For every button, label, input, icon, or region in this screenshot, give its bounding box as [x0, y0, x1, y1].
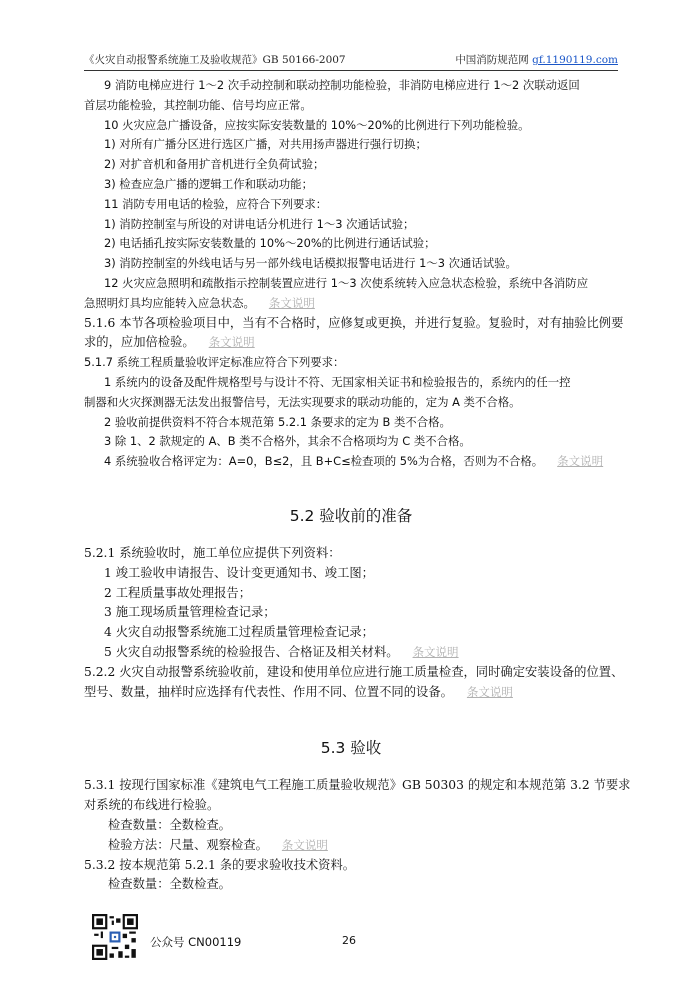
line-text: 2) 电话插孔按实际安装数量的 10%～20%的比例进行通话试验；	[104, 236, 436, 251]
text-line	[84, 333, 618, 353]
line-text: 5.3.2 按本规范第 5.2.1 条的要求验收技术资料。	[84, 857, 356, 872]
line-text: 3 除 1、2 款规定的 A、B 类不合格外，其余不合格项均为 C 类不合格。	[104, 434, 471, 449]
line-text: 求的，应加倍检验。	[84, 335, 195, 350]
text-line	[84, 195, 618, 215]
text-line	[84, 452, 618, 472]
line-text: 制器和火灾探测器无法发出报警信号，无法实现要求的联动功能的，定为 A 类不合格。	[84, 394, 521, 409]
line-text: 型号、数量，抽样时应选择有代表性、作用不同、位置不同的设备。	[84, 684, 453, 699]
document-body	[84, 76, 631, 895]
text-line	[84, 875, 618, 895]
text-line	[84, 623, 618, 643]
header-site	[455, 52, 618, 67]
text-line	[84, 155, 618, 175]
clause-explanation-link[interactable]: 条文说明	[208, 335, 255, 350]
section-5-3-block	[84, 776, 631, 895]
text-line	[84, 564, 618, 584]
text-line	[84, 393, 618, 413]
text-line	[84, 314, 624, 334]
section-title-5-2: 5.2 验收前的准备	[289, 506, 413, 525]
line-text: 5.3.1 按现行国家标准《建筑电气工程施工质量验收规范》GB 50303 的规定和本规范第 3.2 节要求	[84, 778, 631, 793]
text-line	[84, 836, 618, 856]
footer-account: 公众号 CN00119	[150, 935, 242, 949]
line-text: 5 火灾自动报警系统的检验报告、合格证及相关材料。	[104, 644, 399, 659]
text-line	[84, 96, 618, 116]
text-line	[84, 603, 618, 623]
line-text: 5.1.6 本节各项检验项目中，当有不合格时，应修复或更换，并进行复验。复验时，对有抽验比例要	[84, 315, 624, 330]
text-line	[84, 175, 618, 195]
text-line	[84, 294, 618, 314]
line-text: 4 系统验收合格评定为：A=0，B≤2，且 B+C≤检查项的 5%为合格，否则为不合格。	[104, 454, 544, 469]
qr-code-icon	[92, 914, 138, 960]
text-line	[84, 776, 631, 796]
line-text: 3) 消防控制室的外线电话与另一部外线电话模拟报警电话进行 1～3 次通话试验。	[104, 256, 517, 271]
line-text: 2) 对扩音机和备用扩音机进行全负荷试验；	[104, 157, 325, 172]
clause-explanation-link[interactable]: 条文说明	[466, 684, 513, 699]
line-text: 5.1.7 系统工程质量验收评定标准应符合下列要求：	[84, 355, 345, 370]
text-line	[84, 643, 618, 663]
line-text: 5.2.1 系统验收时，施工单位应提供下列资料：	[84, 545, 341, 560]
clause-explanation-link[interactable]: 条文说明	[281, 837, 328, 852]
header-site-name: 中国消防规范网	[455, 54, 529, 66]
line-text: 4 火灾自动报警系统施工过程质量管理检查记录；	[104, 625, 374, 640]
line-text: 首层功能检验，其控制功能、信号均应正常。	[84, 97, 312, 112]
page-number: 26	[342, 934, 356, 947]
text-line	[84, 76, 618, 96]
line-text: 12 火灾应急照明和疏散指示控制装置应进行 1～3 次使系统转入应急状态检验，系统中各消防应	[104, 275, 589, 290]
text-line	[84, 816, 618, 836]
clause-explanation-link[interactable]: 条文说明	[412, 644, 459, 659]
text-line	[84, 413, 618, 433]
line-text: 3 施工现场质量管理检查记录；	[104, 605, 276, 620]
line-text: 检验方法：尺量、观察检查。	[108, 837, 268, 852]
text-line	[84, 584, 618, 604]
text-line	[84, 116, 618, 136]
line-text: 1) 对所有广播分区进行选区广播，对共用扬声器进行强行切换；	[104, 137, 427, 152]
line-text: 2 验收前提供资料不符合本规范第 5.2.1 条要求的定为 B 类不合格。	[104, 414, 451, 429]
line-text: 检查数量：全数检查。	[108, 817, 231, 832]
line-text: 9 消防电梯应进行 1～2 次手动控制和联动控制功能检验，非消防电梯应进行 1～2 次联动返回	[104, 78, 580, 92]
header-title: 《火灾自动报警系统施工及验收规范》GB 50166-2007	[84, 54, 346, 66]
text-line	[84, 683, 618, 703]
line-text: 1 竣工验收申请报告、设计变更通知书、竣工图；	[104, 565, 374, 580]
text-line	[84, 856, 618, 876]
section-title-5-3: 5.3 验收	[320, 739, 382, 758]
text-line	[84, 215, 618, 235]
line-text: 3) 检查应急广播的逻辑工作和联动功能；	[104, 176, 313, 191]
text-line	[84, 663, 624, 683]
clause-explanation-link[interactable]: 条文说明	[268, 295, 315, 310]
line-text: 急照明灯具均应能转入应急状态。	[84, 295, 255, 310]
line-text: 对系统的布线进行检验。	[84, 798, 220, 813]
page-footer	[84, 908, 618, 968]
text-line	[84, 353, 618, 373]
line-text: 2 工程质量事故处理报告；	[104, 585, 251, 600]
text-line	[84, 796, 618, 816]
text-line	[84, 373, 618, 393]
text-line	[84, 234, 618, 254]
line-text: 11 消防专用电话的检验，应符合下列要求：	[104, 196, 328, 211]
section-5-2-block	[84, 544, 624, 702]
line-text: 5.2.2 火灾自动报警系统验收前，建设和使用单位应进行施工质量检查，同时确定安装设备的位置、	[84, 664, 624, 679]
header-url-link[interactable]: gf.1190119.com	[532, 54, 618, 66]
line-text: 检查数量：全数检查。	[108, 877, 231, 892]
page-header	[84, 50, 618, 71]
line-text: 1 系统内的设备及配件规格型号与设计不符、无国家相关证书和检验报告的，系统内的任一控	[104, 374, 571, 389]
text-line	[84, 544, 618, 564]
clause-explanation-link[interactable]: 条文说明	[557, 454, 604, 469]
section-5-1-block	[84, 76, 624, 472]
line-text: 10 火灾应急广播设备，应按实际安装数量的 10%～20%的比例进行下列功能检验。	[104, 117, 530, 132]
text-line	[84, 135, 618, 155]
text-line	[84, 274, 618, 294]
text-line	[84, 254, 618, 274]
line-text: 1) 消防控制室与所设的对讲电话分机进行 1～3 次通话试验；	[104, 216, 415, 231]
text-line	[84, 432, 618, 452]
